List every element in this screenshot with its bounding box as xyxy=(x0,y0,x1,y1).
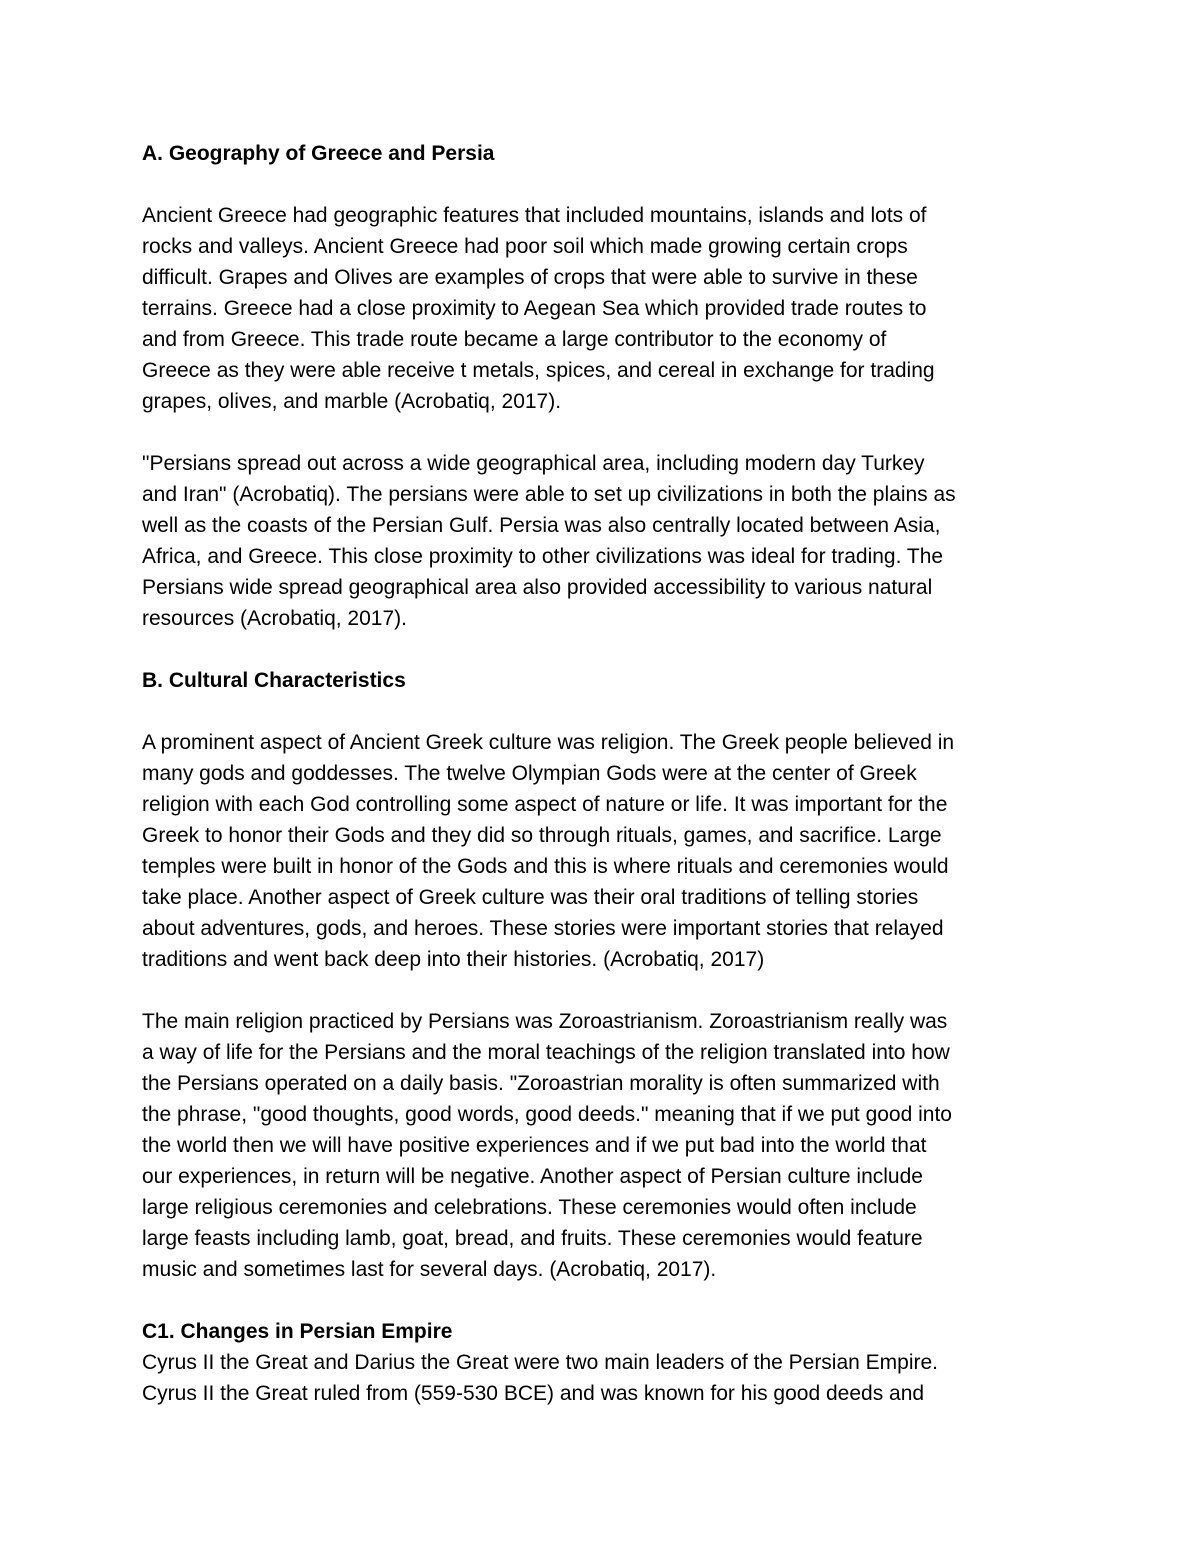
section-a-paragraph-1: Ancient Greece had geographic features that included mountains, islands and lots of rocks and valleys. Ancient Greece had poor soil which made growing certain crops difficult. Grapes and Olives are examples of crops that were able to survive in these terrains. Greece had a close proximity to Aegean Sea which provided trade routes to and from Greece. This trade route became a large contributor to the economy of Greece as they were able receive t metals, spices, and cereal in exchange for trading grapes, olives, and marble (Acrobatiq, 2017). xyxy=(142,204,935,413)
section-c1-paragraph-1: Cyrus II the Great and Darius the Great were two main leaders of the Persian Empire. Cyrus II the Great ruled from (559-530 BCE) and was known for his good deeds and xyxy=(142,1351,939,1405)
spacer xyxy=(142,169,1062,200)
section-a-paragraph-2: "Persians spread out across a wide geographical area, including modern day Turkey and Iran" (Acrobatiq). The persians were able to set up civilizations in both the plains as well as the coasts of the Persian Gulf. Persia was also centrally located between Asia, Africa, and Greece. This close proximity to other civilizations was ideal for trading. The Persians wide spread geographical area also provided accessibility to various natural resources (Acrobatiq, 2017). xyxy=(142,452,956,630)
spacer xyxy=(142,1285,1062,1316)
section-b-heading: B. Cultural Characteristics xyxy=(142,669,406,692)
spacer xyxy=(142,975,1062,1006)
section-c1-heading: C1. Changes in Persian Empire xyxy=(142,1320,453,1343)
spacer xyxy=(142,417,1062,448)
section-b-paragraph-2: The main religion practiced by Persians was Zoroastrianism. Zoroastrianism really was a way of life for the Persians and the moral teachings of the religion translated into how the Persians operated on a daily basis. "Zoroastrian morality is often summarized with the phrase, "good thoughts, good words, good deeds." meaning that if we put good into the world then we will have positive experiences and if we put bad into the world that our experiences, in return will be negative. Another aspect of Persian culture include large religious ceremonies and celebrations. These ceremonies would often include large feasts including lamb, goat, bread, and fruits. These ceremonies would feature music and sometimes last for several days. (Acrobatiq, 2017). xyxy=(142,1010,952,1281)
document-page xyxy=(142,138,1062,1409)
section-a-heading: A. Geography of Greece and Persia xyxy=(142,142,495,165)
spacer xyxy=(142,634,1062,665)
spacer xyxy=(142,696,1062,727)
section-b-paragraph-1: A prominent aspect of Ancient Greek culture was religion. The Greek people believed in many gods and goddesses. The twelve Olympian Gods were at the center of Greek religion with each God controlling some aspect of nature or life. It was important for the Greek to honor their Gods and they did so through rituals, games, and sacrifice. Large temples were built in honor of the Gods and this is where rituals and ceremonies would take place. Another aspect of Greek culture was their oral traditions of telling stories about adventures, gods, and heroes. These stories were important stories that relayed traditions and went back deep into their histories. (Acrobatiq, 2017) xyxy=(142,731,955,971)
